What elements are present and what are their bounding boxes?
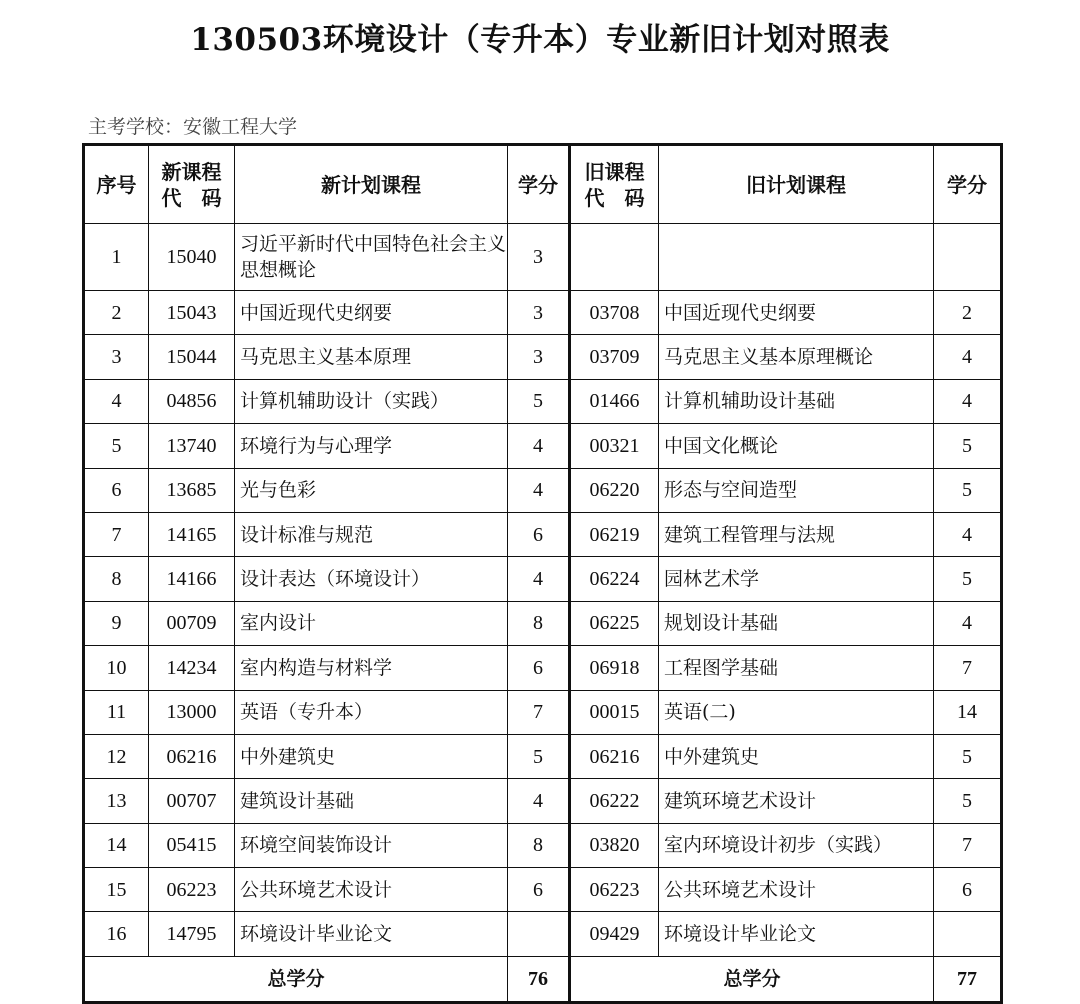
old-total-value: 77 [934,956,1002,1002]
old-course-cell: 园林艺术学 [659,557,934,601]
old-course-cell: 形态与空间造型 [659,468,934,512]
old-code-cell: 06224 [570,557,659,601]
table-row [84,468,1002,512]
new-course-cell: 环境空间装饰设计 [235,823,508,867]
new-course-cell: 计算机辅助设计（实践） [235,379,508,423]
total-row [84,956,1002,1002]
old-code-cell: 01466 [570,379,659,423]
old-code-cell: 03709 [570,335,659,379]
seq-cell: 9 [84,601,149,645]
old-code-cell: 06220 [570,468,659,512]
page-title: 130503环境设计（专升本）专业新旧计划对照表 [190,22,890,58]
old-credit-cell: 5 [934,734,1002,778]
new-code-cell: 00707 [149,779,235,823]
old-code-cell [570,224,659,291]
new-course-cell: 公共环境艺术设计 [235,868,508,912]
old-course-cell: 中外建筑史 [659,734,934,778]
old-credit-cell: 5 [934,468,1002,512]
new-code-cell: 05415 [149,823,235,867]
header-new-code-line2: 代 码 [161,185,222,210]
seq-cell: 12 [84,734,149,778]
new-code-cell: 06223 [149,868,235,912]
new-course-cell: 室内构造与材料学 [235,646,508,690]
seq-cell: 8 [84,557,149,601]
new-code-cell: 15044 [149,335,235,379]
old-code-cell: 03820 [570,823,659,867]
new-code-cell: 15043 [149,291,235,335]
new-course-cell: 室内设计 [235,601,508,645]
table-row [84,868,1002,912]
old-code-cell: 06225 [570,601,659,645]
old-code-cell: 06223 [570,868,659,912]
new-course-cell: 环境设计毕业论文 [235,912,508,956]
new-code-cell: 00709 [149,601,235,645]
old-code-cell: 00321 [570,424,659,468]
seq-cell: 2 [84,291,149,335]
old-credit-cell: 7 [934,646,1002,690]
seq-cell: 4 [84,379,149,423]
host-school: 主考学校：安徽工程大学 [88,116,298,138]
new-course-cell: 英语（专升本） [235,690,508,734]
old-code-cell: 03708 [570,291,659,335]
old-course-cell: 规划设计基础 [659,601,934,645]
new-credit-cell: 6 [508,646,570,690]
old-credit-cell: 4 [934,379,1002,423]
old-credit-cell: 4 [934,601,1002,645]
table-header-row [84,145,1002,224]
new-course-cell: 中外建筑史 [235,734,508,778]
header-new-code-line1: 新课程 [161,159,222,184]
new-course-cell: 马克思主义基本原理 [235,335,508,379]
seq-cell: 7 [84,512,149,556]
header-old-code-line1: 旧课程 [584,159,645,184]
new-credit-cell: 3 [508,224,570,291]
seq-cell: 6 [84,468,149,512]
new-course-cell: 中国近现代史纲要 [235,291,508,335]
header-new-code [149,145,235,224]
new-credit-cell: 4 [508,424,570,468]
header-new-course: 新计划课程 [235,145,508,224]
new-credit-cell: 6 [508,868,570,912]
new-course-cell: 建筑设计基础 [235,779,508,823]
new-course-cell: 习近平新时代中国特色社会主义思想概论 [235,224,508,291]
new-credit-cell [508,912,570,956]
course-comparison-table [82,143,1003,1004]
new-course-cell: 设计标准与规范 [235,512,508,556]
new-credit-cell: 4 [508,779,570,823]
new-code-cell: 13685 [149,468,235,512]
seq-cell: 10 [84,646,149,690]
header-old-code [570,145,659,224]
new-credit-cell: 8 [508,823,570,867]
old-credit-cell: 5 [934,424,1002,468]
table-row [84,335,1002,379]
old-course-cell: 计算机辅助设计基础 [659,379,934,423]
new-credit-cell: 4 [508,557,570,601]
old-course-cell: 马克思主义基本原理概论 [659,335,934,379]
header-old-credit: 学分 [934,145,1002,224]
new-credit-cell: 5 [508,379,570,423]
old-course-cell: 中国近现代史纲要 [659,291,934,335]
old-code-cell: 06216 [570,734,659,778]
old-course-cell: 建筑工程管理与法规 [659,512,934,556]
new-code-cell: 14234 [149,646,235,690]
old-course-cell: 英语(二) [659,690,934,734]
old-code-cell: 06918 [570,646,659,690]
new-credit-cell: 6 [508,512,570,556]
old-credit-cell: 2 [934,291,1002,335]
table-row [84,779,1002,823]
old-total-label: 总学分 [570,956,934,1002]
new-credit-cell: 3 [508,291,570,335]
table-row [84,557,1002,601]
table-row [84,601,1002,645]
old-credit-cell: 5 [934,779,1002,823]
new-credit-cell: 5 [508,734,570,778]
seq-cell: 13 [84,779,149,823]
old-credit-cell: 14 [934,690,1002,734]
new-course-cell: 设计表达（环境设计） [235,557,508,601]
new-code-cell: 13740 [149,424,235,468]
old-credit-cell: 5 [934,557,1002,601]
old-course-cell: 工程图学基础 [659,646,934,690]
old-course-cell: 建筑环境艺术设计 [659,779,934,823]
table-row [84,646,1002,690]
new-code-cell: 14166 [149,557,235,601]
table-row [84,424,1002,468]
table-row [84,224,1002,291]
new-code-cell: 14165 [149,512,235,556]
old-credit-cell [934,912,1002,956]
table-row [84,823,1002,867]
header-old-course: 旧计划课程 [659,145,934,224]
seq-cell: 1 [84,224,149,291]
table-row [84,512,1002,556]
seq-cell: 16 [84,912,149,956]
header-new-credit: 学分 [508,145,570,224]
new-credit-cell: 7 [508,690,570,734]
header-seq: 序号 [84,145,149,224]
new-credit-cell: 4 [508,468,570,512]
new-code-cell: 06216 [149,734,235,778]
seq-cell: 11 [84,690,149,734]
seq-cell: 3 [84,335,149,379]
old-course-cell: 室内环境设计初步（实践） [659,823,934,867]
old-course-cell: 公共环境艺术设计 [659,868,934,912]
old-credit-cell [934,224,1002,291]
header-old-code-line2: 代 码 [584,185,645,210]
old-credit-cell: 4 [934,335,1002,379]
old-course-cell: 环境设计毕业论文 [659,912,934,956]
new-code-cell: 15040 [149,224,235,291]
table-row [84,690,1002,734]
old-credit-cell: 6 [934,868,1002,912]
new-total-value: 76 [508,956,570,1002]
seq-cell: 15 [84,868,149,912]
old-code-cell: 06219 [570,512,659,556]
table-row [84,734,1002,778]
old-code-cell: 06222 [570,779,659,823]
new-code-cell: 13000 [149,690,235,734]
seq-cell: 14 [84,823,149,867]
new-course-cell: 光与色彩 [235,468,508,512]
new-code-cell: 14795 [149,912,235,956]
old-code-cell: 00015 [570,690,659,734]
new-credit-cell: 8 [508,601,570,645]
old-code-cell: 09429 [570,912,659,956]
new-credit-cell: 3 [508,335,570,379]
new-code-cell: 04856 [149,379,235,423]
new-total-label: 总学分 [84,956,508,1002]
table-row [84,379,1002,423]
old-credit-cell: 7 [934,823,1002,867]
new-course-cell: 环境行为与心理学 [235,424,508,468]
old-course-cell: 中国文化概论 [659,424,934,468]
table-row [84,291,1002,335]
old-credit-cell: 4 [934,512,1002,556]
table-row [84,912,1002,956]
seq-cell: 5 [84,424,149,468]
old-course-cell [659,224,934,291]
